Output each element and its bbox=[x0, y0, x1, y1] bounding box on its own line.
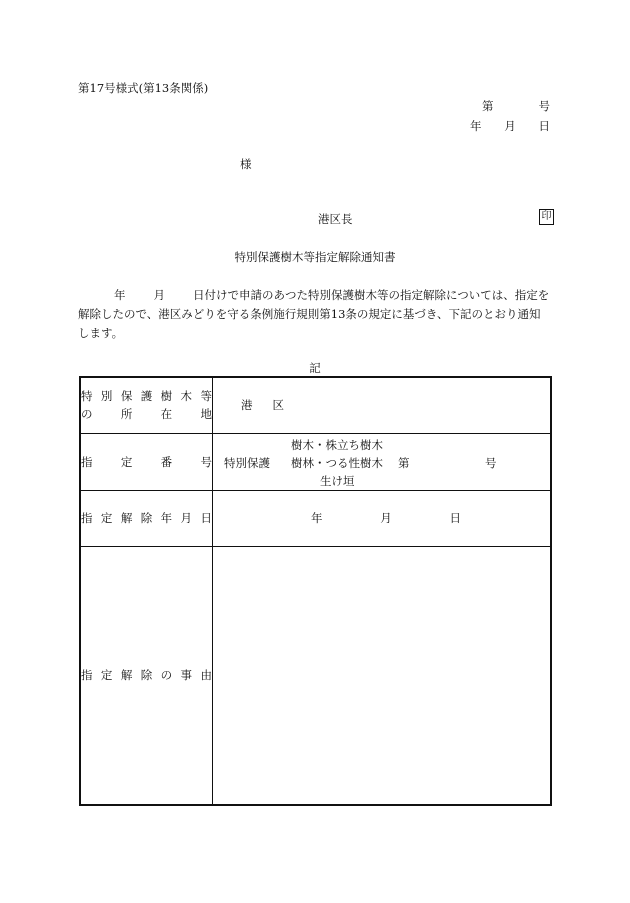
designation-prefix: 特別保護 bbox=[224, 455, 270, 470]
location-label-line1: 特 別 保 護 樹 木 等 bbox=[81, 389, 212, 404]
body-line-3: します。 bbox=[78, 326, 124, 340]
designation-label bbox=[80, 433, 213, 490]
recipient-honorific: 様 bbox=[240, 157, 252, 171]
document-title: 特別保護樹木等指定解除通知書 bbox=[234, 250, 396, 264]
body-paragraph bbox=[78, 286, 552, 343]
document-date bbox=[470, 118, 550, 134]
details-table bbox=[79, 376, 552, 806]
release-date-row bbox=[80, 490, 551, 546]
designation-value[interactable] bbox=[213, 433, 552, 490]
release-date-label-text: 指 定 解 除 年 月 日 bbox=[81, 511, 212, 525]
number-suffix: 号 bbox=[538, 99, 550, 113]
location-value-prefix: 港 bbox=[241, 398, 253, 413]
release-year: 年 bbox=[311, 511, 323, 525]
body-line-2: 解除したので、港区みどりを守る条例施行規則第13条の規定に基づき、下記のとおり通知 bbox=[78, 307, 541, 321]
designation-option-3: 生け垣 bbox=[320, 473, 355, 488]
reason-value[interactable] bbox=[213, 546, 552, 805]
designation-number-suffix: 号 bbox=[485, 455, 497, 470]
designation-row bbox=[80, 433, 551, 490]
body-text-1: 日付けで申請のあつた特別保護樹木等の指定解除については、指定を bbox=[193, 288, 550, 302]
location-value-suffix: 区 bbox=[272, 398, 284, 413]
designation-option-2: 樹林・つる性樹木 bbox=[291, 455, 383, 470]
location-value[interactable] bbox=[213, 377, 552, 433]
release-day: 日 bbox=[449, 511, 461, 525]
reason-label bbox=[80, 546, 213, 805]
document-number bbox=[482, 98, 550, 114]
body-line-1 bbox=[78, 286, 552, 305]
designation-label-text: 指 定 番 号 bbox=[81, 454, 212, 469]
location-label bbox=[80, 377, 213, 433]
date-year: 年 bbox=[470, 119, 482, 133]
ki-heading: 記 bbox=[309, 361, 321, 375]
location-row bbox=[80, 377, 551, 433]
seal-mark: 印 bbox=[539, 209, 554, 225]
date-month: 月 bbox=[504, 119, 516, 133]
location-label-line2: の 所 在 地 bbox=[81, 407, 212, 422]
body-month: 月 bbox=[153, 288, 165, 302]
number-label: 第 bbox=[482, 99, 494, 113]
designation-option-1: 樹木・株立ち樹木 bbox=[291, 437, 383, 452]
release-date-value[interactable] bbox=[213, 490, 552, 546]
sender-name: 港区長 bbox=[318, 212, 353, 226]
release-date-label bbox=[80, 490, 213, 546]
date-day: 日 bbox=[538, 119, 550, 133]
reason-row bbox=[80, 546, 551, 805]
form-number: 第17号様式(第13条関係) bbox=[78, 81, 209, 95]
designation-number-label: 第 bbox=[398, 455, 410, 470]
reason-label-text: 指 定 解 除 の 事 由 bbox=[81, 668, 212, 683]
body-year: 年 bbox=[114, 288, 126, 302]
release-month: 月 bbox=[380, 511, 392, 525]
